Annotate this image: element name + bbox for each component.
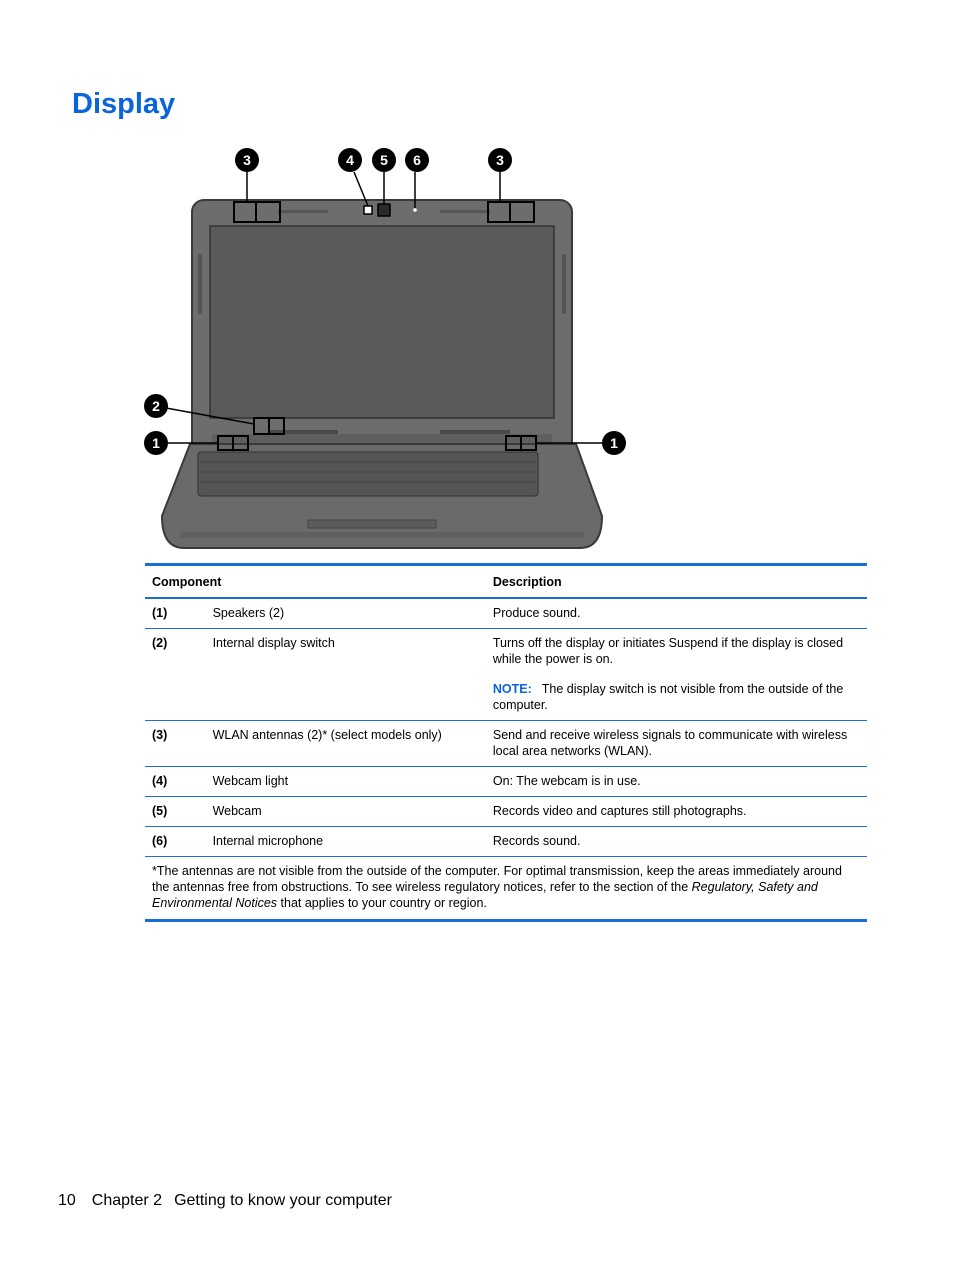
table-row <box>145 629 867 721</box>
footer-chapter: Chapter 2 <box>91 1192 163 1209</box>
table-row <box>145 598 867 629</box>
table-row <box>145 797 867 827</box>
component-name: Internal microphone <box>206 827 486 857</box>
table-footnote-row <box>145 857 867 921</box>
touchpad-buttons <box>308 520 436 528</box>
component-number: (3) <box>145 721 206 767</box>
table-row <box>145 721 867 767</box>
footer-chapter-title: Getting to know your computer <box>174 1192 392 1209</box>
component-number: (5) <box>145 797 206 827</box>
table-row <box>145 767 867 797</box>
note-label: NOTE: <box>492 682 532 696</box>
component-number: (6) <box>145 827 206 857</box>
callout-2 <box>144 394 168 418</box>
footnote-doc-title: Regulatory, Safety and Environmental Notices <box>152 880 818 910</box>
header-component: Component <box>145 565 486 599</box>
page-footer <box>58 1192 392 1210</box>
component-number: (4) <box>145 767 206 797</box>
page-number: 10 <box>58 1192 76 1209</box>
component-name: Internal display switch <box>206 629 486 721</box>
microphone-marker <box>413 208 417 212</box>
laptop-display-figure <box>140 144 640 554</box>
callout-4 <box>338 148 362 172</box>
keyboard <box>198 452 538 496</box>
callout-3-right <box>488 148 512 172</box>
component-number: (1) <box>145 598 206 629</box>
component-name: Webcam light <box>206 767 486 797</box>
callout-5 <box>372 148 396 172</box>
footnote-text-end: that applies to your country or region. <box>277 896 487 910</box>
svg-text:3: 3 <box>243 152 251 168</box>
svg-text:4: 4 <box>346 152 354 168</box>
callout-1-left <box>144 431 168 455</box>
callout-6 <box>405 148 429 172</box>
callout-3-left <box>235 148 259 172</box>
svg-text:5: 5 <box>380 152 388 168</box>
hinge-detail <box>440 430 510 434</box>
note <box>493 681 860 713</box>
page-title: Display <box>72 88 176 120</box>
component-description: Send and receive wireless signals to communicate with wireless local area networks (WLAN). <box>486 721 867 767</box>
note-text: The display switch is not visible from the outside of the computer. <box>492 682 844 712</box>
bezel-groove <box>562 254 566 314</box>
table-footnote <box>145 857 867 921</box>
laptop-illustration <box>140 144 640 554</box>
component-description: On: The webcam is in use. <box>486 767 867 797</box>
component-name: Speakers (2) <box>206 598 486 629</box>
svg-text:6: 6 <box>413 152 421 168</box>
component-description-cell <box>486 629 867 721</box>
callout-1-right <box>602 431 626 455</box>
bezel-groove <box>198 254 202 314</box>
footnote-text: *The antennas are not visible from the outside of the computer. For optimal transmission, keep the areas immediately around the antennas free from obstructions. To see wireless regulatory notices, refer to the section of the <box>152 864 842 894</box>
front-edge <box>180 532 584 538</box>
component-table <box>145 563 867 922</box>
webcam-marker <box>378 204 390 216</box>
table-header-row <box>145 565 867 599</box>
bezel-slit <box>278 210 328 213</box>
display-screen <box>210 226 554 418</box>
component-description: Produce sound. <box>486 598 867 629</box>
component-description: Records sound. <box>486 827 867 857</box>
svg-text:3: 3 <box>496 152 504 168</box>
svg-text:2: 2 <box>152 398 160 414</box>
component-description: Turns off the display or initiates Suspend if the display is closed while the power is on. <box>492 636 844 666</box>
svg-text:1: 1 <box>610 435 618 451</box>
component-description: Records video and captures still photographs. <box>486 797 867 827</box>
component-name: Webcam <box>206 797 486 827</box>
component-name: WLAN antennas (2)* (select models only) <box>206 721 486 767</box>
svg-text:1: 1 <box>152 435 160 451</box>
component-number: (2) <box>145 629 206 721</box>
header-description: Description <box>486 565 867 599</box>
table-row <box>145 827 867 857</box>
bezel-slit <box>440 210 490 213</box>
webcam-light-marker <box>364 206 372 214</box>
